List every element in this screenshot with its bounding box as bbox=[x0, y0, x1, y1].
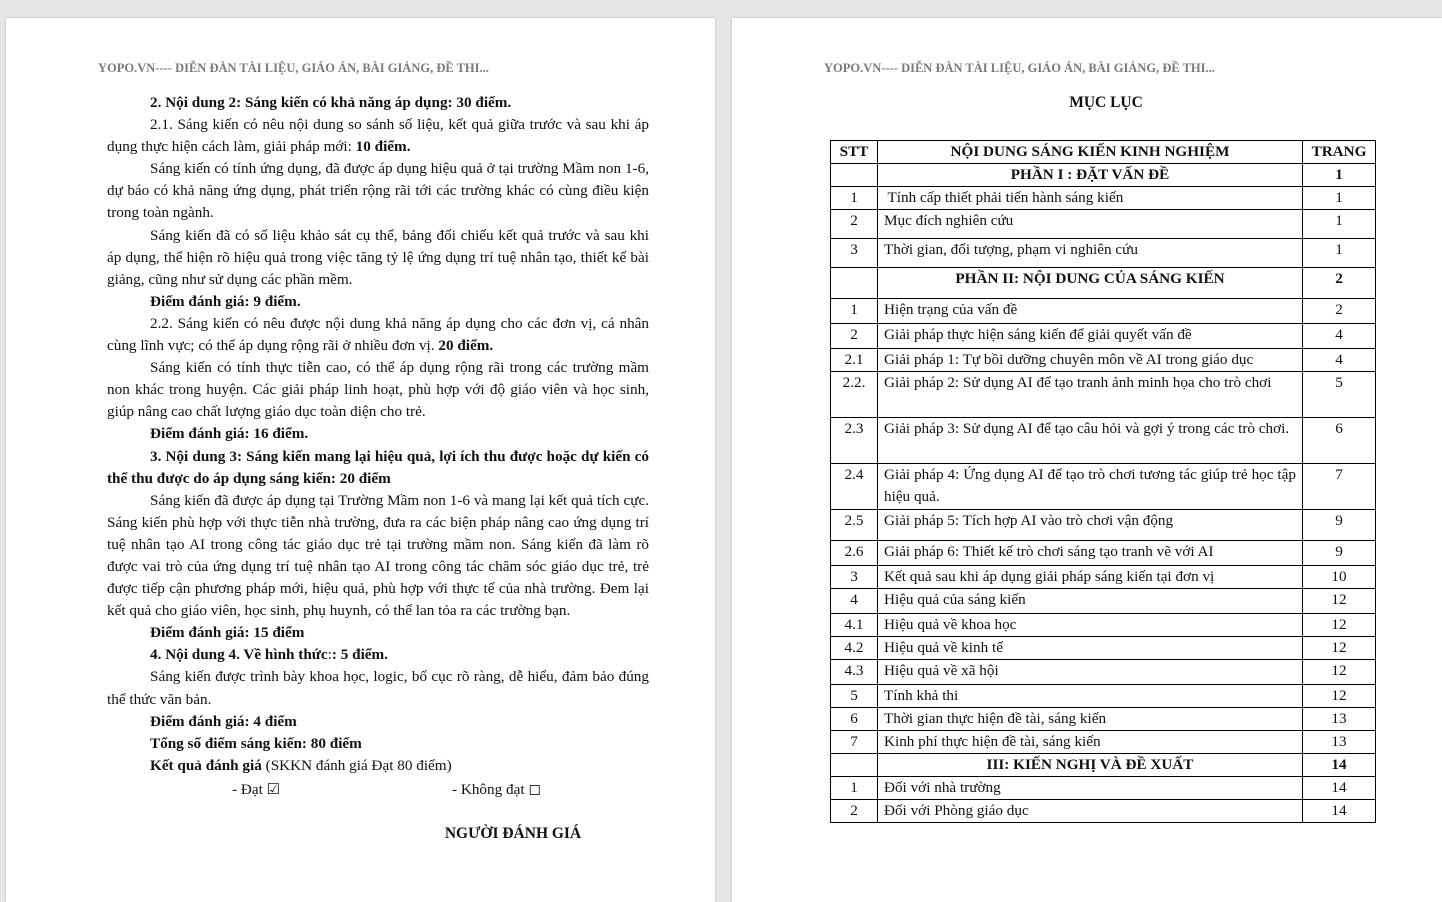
toc-stt: 4 bbox=[831, 589, 878, 614]
signer-label: NGƯỜI ĐÁNH GIÁ bbox=[444, 825, 582, 842]
toc-page: 10 bbox=[1303, 566, 1376, 589]
toc-row bbox=[831, 418, 1376, 464]
result-line: Kết quả đánh giá (SKKN đánh giá Đạt 80 điểm) bbox=[150, 756, 452, 774]
toc-page: 1 bbox=[1303, 239, 1376, 268]
toc-page: 2 bbox=[1303, 299, 1376, 324]
paragraph: Sáng kiến có tính ứng dụng, đã được áp dụng hiệu quả ở tại trường Mầm non 1-6, dự báo có khả năng ứng dụng, phát triển rộng rãi tới các trường khác có cùng điều kiện trong toàn ngành. bbox=[107, 160, 649, 222]
toc-row bbox=[831, 566, 1376, 589]
toc-row bbox=[831, 299, 1376, 324]
pass-checkbox[interactable]: - Đạt ☑ bbox=[232, 780, 281, 798]
toc-page: 4 bbox=[1303, 349, 1376, 372]
toc-page: 6 bbox=[1303, 418, 1376, 464]
toc-page: 14 bbox=[1303, 754, 1376, 777]
col-page: TRANG bbox=[1303, 141, 1376, 164]
toc-content: Mục đích nghiên cứu bbox=[878, 210, 1303, 239]
page-header: YOPO.VN---- DIỄN ĐÀN TÀI LIỆU, GIÁO ÁN, BÀI GIẢNG, ĐỀ THI... bbox=[824, 61, 1215, 75]
toc-page: 13 bbox=[1303, 708, 1376, 731]
toc-stt: 2.5 bbox=[831, 510, 878, 541]
col-stt: STT bbox=[831, 141, 878, 164]
toc-content: Giải pháp 4: Ứng dụng AI để tạo trò chơi tương tác giúp trẻ học tập hiệu quả. bbox=[878, 464, 1303, 510]
document-page-right bbox=[732, 18, 1442, 902]
toc-content: Hiệu quả của sáng kiến bbox=[878, 589, 1303, 614]
toc-row bbox=[831, 637, 1376, 660]
toc-row bbox=[831, 731, 1376, 754]
toc-stt: 2.3 bbox=[831, 418, 878, 464]
toc-stt: 2 bbox=[831, 210, 878, 239]
toc-stt: 4.1 bbox=[831, 614, 878, 637]
toc-content: Hiệu quả về xã hội bbox=[878, 660, 1303, 685]
toc-page: 2 bbox=[1303, 268, 1376, 299]
toc-content: Hiệu quả về khoa học bbox=[878, 614, 1303, 637]
toc-page: 14 bbox=[1303, 777, 1376, 800]
toc-stt: 2 bbox=[831, 800, 878, 823]
toc-row bbox=[831, 239, 1376, 268]
toc-section-row bbox=[831, 164, 1376, 187]
toc-stt: 1 bbox=[831, 777, 878, 800]
toc-header-row bbox=[831, 141, 1376, 164]
toc-content: Giải pháp 1: Tự bồi dưỡng chuyên môn về AI trong giáo dục bbox=[878, 349, 1303, 372]
toc-page: 1 bbox=[1303, 210, 1376, 239]
toc-section-row bbox=[831, 268, 1376, 299]
toc-content: PHẦN II: NỘI DUNG CỦA SÁNG KIẾN bbox=[878, 268, 1303, 299]
score-line: Điểm đánh giá: 9 điểm. bbox=[150, 292, 301, 310]
toc-stt: 2 bbox=[831, 324, 878, 349]
fail-checkbox[interactable]: - Không đạt ◻ bbox=[452, 780, 541, 798]
score-line: Điểm đánh giá: 16 điểm. bbox=[150, 425, 309, 443]
toc-page: 5 bbox=[1303, 372, 1376, 418]
document-page-left bbox=[6, 18, 715, 902]
paragraph: Sáng kiến đã có số liệu khảo sát cụ thể, bảng đối chiếu kết quả trước và sau khi áp dụng, thể hiện rõ hiệu quả trong việc tăng tỷ lệ ứng dụng trí tuệ nhân tạo, thiết kế bài giảng, cũng như sử dụng các phần mềm. bbox=[107, 226, 649, 288]
toc-content: PHẦN I : ĐẶT VẤN ĐỀ bbox=[878, 164, 1303, 187]
toc-row bbox=[831, 210, 1376, 239]
toc-stt: 2.1 bbox=[831, 349, 878, 372]
toc-row bbox=[831, 708, 1376, 731]
page-header: YOPO.VN---- DIỄN ĐÀN TÀI LIỆU, GIÁO ÁN, BÀI GIẢNG, ĐỀ THI... bbox=[98, 61, 489, 75]
section-4-title: 4. Nội dung 4. Về hình thức:: 5 điểm. bbox=[150, 646, 388, 664]
toc-content: Kết quả sau khi áp dụng giải pháp sáng kiến tại đơn vị bbox=[878, 566, 1303, 589]
toc-page: 13 bbox=[1303, 731, 1376, 754]
paragraph: Sáng kiến có tính thực tiễn cao, có thể áp dụng rộng rãi trong các trường mầm non khác trong huyện. Các giải pháp linh hoạt, phù hợp với độ giáo viên và học sinh, giúp nâng cao chất lượng giáo dục toàn diện cho trẻ. bbox=[107, 359, 649, 421]
toc-stt: 4.3 bbox=[831, 660, 878, 685]
toc-row bbox=[831, 324, 1376, 349]
toc-content: III: KIẾN NGHỊ VÀ ĐỀ XUẤT bbox=[878, 754, 1303, 777]
toc-page: 9 bbox=[1303, 541, 1376, 566]
section-2-title: 2. Nội dung 2: Sáng kiến có khả năng áp dụng: 30 điểm. bbox=[150, 94, 512, 111]
toc-content: Hiệu quả về kinh tế bbox=[878, 637, 1303, 660]
toc-content: Giải pháp thực hiện sáng kiến để giải quyết vấn đề bbox=[878, 324, 1303, 349]
toc-page: 12 bbox=[1303, 685, 1376, 708]
toc-title: MỤC LỤC bbox=[1069, 94, 1143, 111]
toc-row bbox=[831, 800, 1376, 823]
toc-stt: 2.2. bbox=[831, 372, 878, 418]
toc-stt bbox=[831, 754, 878, 777]
toc-stt bbox=[831, 268, 878, 299]
result-choices bbox=[107, 779, 649, 801]
toc-stt: 3 bbox=[831, 566, 878, 589]
toc-row bbox=[831, 685, 1376, 708]
toc-row bbox=[831, 614, 1376, 637]
toc-stt: 2.6 bbox=[831, 541, 878, 566]
toc-stt: 3 bbox=[831, 239, 878, 268]
toc-page: 7 bbox=[1303, 464, 1376, 510]
toc-section-row bbox=[831, 754, 1376, 777]
toc-page: 9 bbox=[1303, 510, 1376, 541]
toc-stt: 6 bbox=[831, 708, 878, 731]
toc-row bbox=[831, 510, 1376, 541]
toc-stt bbox=[831, 164, 878, 187]
toc-row bbox=[831, 777, 1376, 800]
paragraph: Sáng kiến được trình bày khoa học, logic, bố cục rõ ràng, dễ hiểu, đảm bảo đúng thể thức văn bản. bbox=[107, 668, 649, 708]
toc-page: 1 bbox=[1303, 164, 1376, 187]
toc-content: Giải pháp 3: Sử dụng AI để tạo câu hỏi và gợi ý trong các trò chơi. bbox=[878, 418, 1303, 464]
toc-stt: 5 bbox=[831, 685, 878, 708]
toc-page: 4 bbox=[1303, 324, 1376, 349]
toc-content: Giải pháp 6: Thiết kế trò chơi sáng tạo tranh vẽ với AI bbox=[878, 541, 1303, 566]
toc-content: Đối với Phòng giáo dục bbox=[878, 800, 1303, 823]
toc-stt: 4.2 bbox=[831, 637, 878, 660]
toc-content: Thời gian thực hiện đề tài, sáng kiến bbox=[878, 708, 1303, 731]
page-body bbox=[107, 92, 649, 845]
toc-stt: 1 bbox=[831, 299, 878, 324]
toc-page: 12 bbox=[1303, 660, 1376, 685]
toc-stt: 2.4 bbox=[831, 464, 878, 510]
total-score: Tổng số điểm sáng kiến: 80 điểm bbox=[150, 734, 362, 752]
score-line: Điểm đánh giá: 15 điểm bbox=[150, 624, 305, 642]
toc-row bbox=[831, 372, 1376, 418]
section-3-title: 3. Nội dung 3: Sáng kiến mang lại hiệu quả, lợi ích thu được hoặc dự kiến có thể thu được do áp dụng sáng kiến: 20 điểm bbox=[107, 447, 649, 487]
toc-page: 14 bbox=[1303, 800, 1376, 823]
paragraph: 2.2. Sáng kiến có nêu được nội dung khả năng áp dụng cho các đơn vị, cá nhân cùng lĩnh vực; có thể áp dụng rộng rãi ở nhiều đơn vị. 20 điểm. bbox=[107, 314, 649, 355]
toc-content: Giải pháp 2: Sử dụng AI để tạo tranh ảnh minh họa cho trò chơi bbox=[878, 372, 1303, 418]
toc-content: Tính khả thi bbox=[878, 685, 1303, 708]
paragraph: 2.1. Sáng kiến có nêu nội dung so sánh số liệu, kết quả giữa trước và sau khi áp dụng thực hiện cách làm, giải pháp mới: 10 điểm. bbox=[107, 116, 649, 156]
paragraph: Sáng kiến đã được áp dụng tại Trường Mầm non 1-6 và mang lại kết quả tích cực. Sáng kiến phù hợp với thực tiễn nhà trường, đưa ra các biện pháp nâng cao ứng dụng trí tuệ nhân tạo AI trong công tác giáo dục trẻ tại trường mầm non. Sáng kiến đã làm rõ được vai trò của ứng dụng trí tuệ nhân tạo AI trong công tác chăm sóc giáo dục trẻ, trẻ được tiếp cận phương pháp mới, hiệu quả, phù hợp với thực tế của nhà trường. Đem lại kết quả cho giáo viên, học sinh, phụ huynh, có thể lan tỏa ra các trường bạn. bbox=[107, 491, 649, 620]
toc-page: 1 bbox=[1303, 187, 1376, 210]
score-line: Điểm đánh giá: 4 điểm bbox=[150, 712, 297, 730]
toc-content: Hiện trạng của vấn đề bbox=[878, 299, 1303, 324]
toc-content: Thời gian, đối tượng, phạm vi nghiên cứu bbox=[878, 239, 1303, 268]
toc-stt: 1 bbox=[831, 187, 878, 210]
toc-content: Kinh phí thực hiện đề tài, sáng kiến bbox=[878, 731, 1303, 754]
toc-page: 12 bbox=[1303, 614, 1376, 637]
toc-content: Tính cấp thiết phải tiến hành sáng kiến bbox=[878, 187, 1303, 210]
col-content: NỘI DUNG SÁNG KIẾN KINH NGHIỆM bbox=[878, 141, 1303, 164]
toc-row bbox=[831, 349, 1376, 372]
toc-row bbox=[831, 464, 1376, 510]
toc-content: Giải pháp 5: Tích hợp AI vào trò chơi vận động bbox=[878, 510, 1303, 541]
toc-stt: 7 bbox=[831, 731, 878, 754]
toc-row bbox=[831, 541, 1376, 566]
toc-row bbox=[831, 660, 1376, 685]
toc-row bbox=[831, 187, 1376, 210]
toc-table bbox=[830, 140, 1376, 823]
toc-page: 12 bbox=[1303, 589, 1376, 614]
toc-content: Đối với nhà trường bbox=[878, 777, 1303, 800]
toc-row bbox=[831, 589, 1376, 614]
toc-page: 12 bbox=[1303, 637, 1376, 660]
